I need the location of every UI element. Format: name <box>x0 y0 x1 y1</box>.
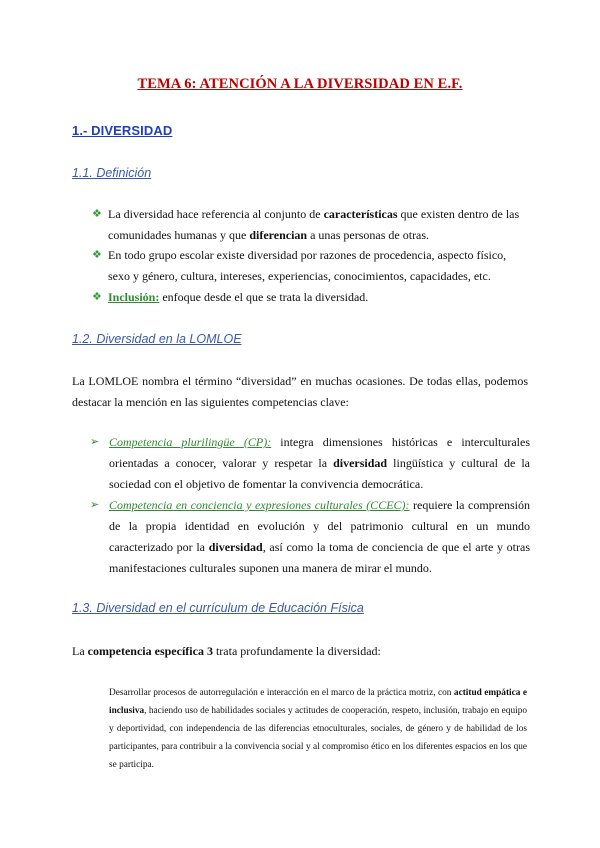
lomloe-intro: La LOMLOE nombra el término “diversidad” en muchas ocasiones. De todas ellas, podemos destacar la mención en las siguientes competencias clave: <box>72 374 528 409</box>
subheading-lomloe: 1.2. Diversidad en la LOMLOE <box>72 332 242 346</box>
competence-item <box>90 432 530 495</box>
subheading-definicion: 1.1. Definición <box>72 166 152 180</box>
arrow-bullet-icon: ➢ <box>90 499 100 511</box>
page-title: TEMA 6: ATENCIÓN A LA DIVERSIDAD EN E.F. <box>137 76 463 92</box>
bullet-item <box>92 245 530 287</box>
bullet-text: La diversidad hace referencia al conjunto de características que existen dentro de las comunidades humanas y que diferencian a unas personas de otras. <box>108 207 520 242</box>
competence-label-ccec: Competencia en conciencia y expresiones culturales (CCEC): <box>109 498 410 512</box>
bullet-item <box>92 287 530 308</box>
bullet-item <box>92 204 530 246</box>
diamond-bullet-icon: ❖ <box>92 291 102 303</box>
competence-text: Competencia plurilingüe (CP): integra dimensiones históricas e interculturales orientadas a conocer, valorar y respetar la diversidad lingüística y cultural de la sociedad con el objetivo de fomentar la convivencia democrática. <box>109 435 530 491</box>
subheading-curriculum: 1.3. Diversidad en el currículum de Educación Física <box>72 601 364 615</box>
competence-item <box>90 495 530 579</box>
diamond-bullet-icon: ❖ <box>92 208 102 220</box>
bullet-text: Inclusión: enfoque desde el que se trata la diversidad. <box>108 290 369 304</box>
competence-quote: Desarrollar procesos de autorregulación e interacción en el marco de la práctica motriz, con actitud empática e inclusiva, haciendo uso de habilidades sociales y actitudes de cooperación, respeto, inclusión, trabajo en equipo y deportividad, con independencia de las diferencias etnoculturales, sociales, de género y de habilidad de los participantes, para contribuir a la convivencia social y al compromiso ético en los diferentes espacios en los que se participa. <box>109 688 527 770</box>
competence-label-cp: Competencia plurilingüe (CP): <box>109 435 272 449</box>
curriculum-intro: La competencia específica 3 trata profundamente la diversidad: <box>72 644 381 658</box>
diamond-bullet-icon: ❖ <box>92 249 102 261</box>
arrow-bullet-icon: ➢ <box>90 436 100 448</box>
bullet-text: En todo grupo escolar existe diversidad por razones de procedencia, aspecto físico, sexo y género, cultura, intereses, experiencias, conocimientos, capacidades, etc. <box>108 248 507 283</box>
section-heading-diversidad: 1.- DIVERSIDAD <box>72 123 173 138</box>
inclusion-label: Inclusión: <box>108 290 160 304</box>
competence-text: Competencia en conciencia y expresiones culturales (CCEC): requiere la comprensión de la propia identidad en evolución y del patrimonio cultural en un mundo caracterizado por la diversidad, así como la toma de conciencia de que el arte y otras manifestaciones culturales suponen una manera de mirar el mundo. <box>109 498 531 575</box>
